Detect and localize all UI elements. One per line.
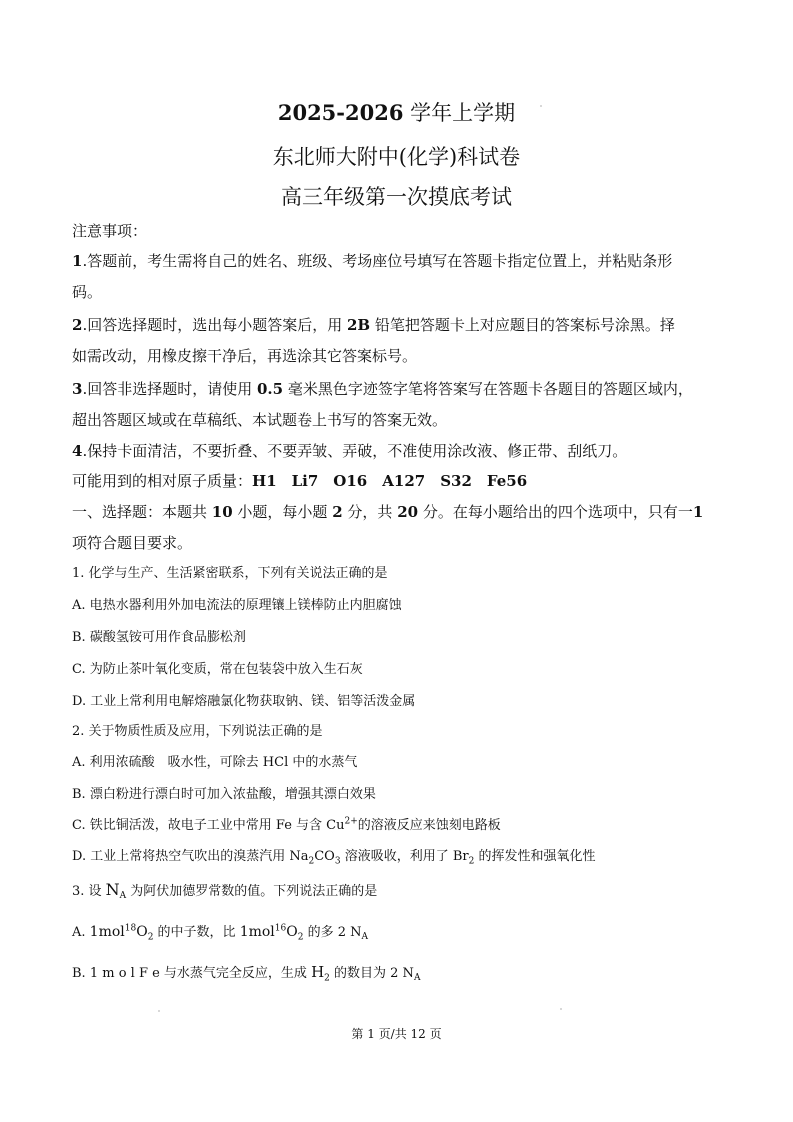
question-1-option-d: D. 工业上常利用电解熔融氯化物获取钠、镁、铝等活泼金属 [72,694,416,709]
charge-superscript: 2+ [344,816,358,827]
option-text: A. [72,925,90,940]
isotope-superscript: 16 [274,923,287,934]
school-subject-title: 东北师大附中(化学)科试卷 [272,145,521,169]
pencil-grade: 2B [346,316,371,334]
subscript: 2 [468,856,475,867]
note-number: 1 [72,252,83,270]
note-text: 铅笔把答题卡上对应题目的答案标号涂黑。择 [370,316,675,334]
avogadro-symbol: N [105,880,120,899]
formula-text: 1mol [239,924,275,940]
pen-size: 0.5 [256,380,284,398]
avogadro-subscript: A [361,932,368,942]
section-heading-cont: 项符合题目要求。 [72,534,193,552]
exam-year-title [0,97,793,127]
atomic-mass-line [72,466,527,496]
avogadro-subscript: A [119,891,127,901]
question-count: 10 [211,503,233,521]
section-heading [72,497,703,527]
formula-text: 2 N [337,925,362,940]
question-2-option-d [72,847,595,867]
note-item-1-cont: 码。 [72,283,103,301]
question-2-option-c [72,816,501,836]
option-text: 与水蒸气完全反应，生成 [159,966,312,981]
question-3-option-a [72,922,368,947]
subscript: 3 [334,856,341,867]
section-text: 分，共 [342,503,398,521]
question-2-option-a: A. 利用浓硫酸 吸水性，可除去 HCl 中的水蒸气 [72,755,358,770]
option-text: 的中子数，比 [153,925,240,940]
year-range: 2025-2026 [277,100,404,125]
note-item-3 [72,374,693,404]
avogadro-subscript: A [413,973,421,983]
option-text: 的挥发性和强氧化性 [474,849,596,864]
note-item-2-cont: 如需改动，用橡皮擦干净后，再选涂其它答案标号。 [72,347,418,365]
note-text: .回答选择题时，选出每小题答案后，用 [82,316,347,334]
note-number: 3 [72,380,83,398]
note-text: .答题前，考生需将自己的姓名、班级、考场座位号填写在答题卡指定位置上，并粘贴条形 [82,252,673,270]
formula-text: O [136,924,148,940]
scan-speck [158,1010,160,1012]
option-text: 的数目为 [329,966,391,981]
section-text: 分。在每小题给出的四个选项中，只有一 [418,503,693,521]
option-text: CO [314,849,335,864]
note-item-3-cont: 超出答题区域或在草稿纸、本试题卷上书写的答案无效。 [72,411,448,429]
subscript: 2 [324,973,330,984]
notes-heading: 注意事项： [72,222,148,240]
exam-name-title: 高三年级第一次摸底考试 [281,185,512,209]
section-text: 小题，每小题 [232,503,333,521]
option-text: 的多 [303,925,338,940]
question-2-stem: 2. 关于物质性质及应用，下列说法正确的是 [72,724,323,739]
section-text: 一、选择题：本题共 [72,503,212,521]
subscript: 2 [308,856,315,867]
question-1-option-a: A. 电热水器利用外加电流法的原理镶上镁棒防止内胆腐蚀 [72,598,402,613]
question-1-stem: 1. 化学与生产、生活紧密联系，下列有关说法正确的是 [72,566,388,581]
note-item-2 [72,310,675,340]
note-number: 2 [72,316,83,334]
subscript: 2 [297,932,304,943]
scan-speck [540,105,542,107]
option-text: 的溶液反应来蚀刻电路板 [357,818,501,833]
formula-text: 1mol [89,924,125,940]
note-item-4 [72,436,627,466]
question-1-option-b: B. 碳酸氢铵可用作食品膨松剂 [72,630,246,645]
one-answer: 1 [692,503,704,521]
option-text: C. 铁比铜活泼，故电子工业中常用 Fe 与含 Cu [72,818,345,833]
question-1-option-c: C. 为防止茶叶氧化变质，常在包装袋中放入生石灰 [72,662,363,677]
option-text: B. [72,966,90,981]
formula-text: H [311,963,325,981]
question-3-stem [72,880,377,906]
stem-text: 为阿伏加德罗常数的值。下列说法正确的是 [126,884,378,899]
question-2-option-b: B. 漂白粉进行漂白时可加入浓盐酸，增强其漂白效果 [72,787,376,802]
atomic-mass-values: H1 Li7 O16 A127 S32 Fe56 [252,472,528,490]
isotope-superscript: 18 [124,923,137,934]
question-3-option-b [72,962,420,988]
formula-text: 2 N [390,966,414,981]
note-number: 4 [72,442,83,460]
page-number: 第 1 页/共 12 页 [351,1027,442,1041]
note-text: .保持卡面清洁，不要折叠、不要弄皱、弄破，不准使用涂改液、修正带、刮纸刀。 [82,442,628,460]
total-points: 20 [397,503,419,521]
note-text: .回答非选择题时，请使用 [82,380,257,398]
note-item-1 [72,246,672,276]
scan-speck [560,1008,562,1010]
stem-text: 3. 设 [72,884,106,899]
option-text: 溶液吸收，利用了 Br [340,849,469,864]
term-label: 学年上学期 [403,101,516,125]
formula-text: O [286,924,298,940]
subscript: 2 [147,932,154,943]
option-text: D. 工业上常将热空气吹出的溴蒸汽用 Na [72,849,309,864]
atomic-mass-label: 可能用到的相对原子质量： [72,472,253,490]
points-each: 2 [332,503,343,521]
formula-text: 1 m o l F e [89,966,160,981]
note-text: 毫米黑色字迹签字笔将答案写在答题卡各题目的答题区域内， [283,380,693,398]
